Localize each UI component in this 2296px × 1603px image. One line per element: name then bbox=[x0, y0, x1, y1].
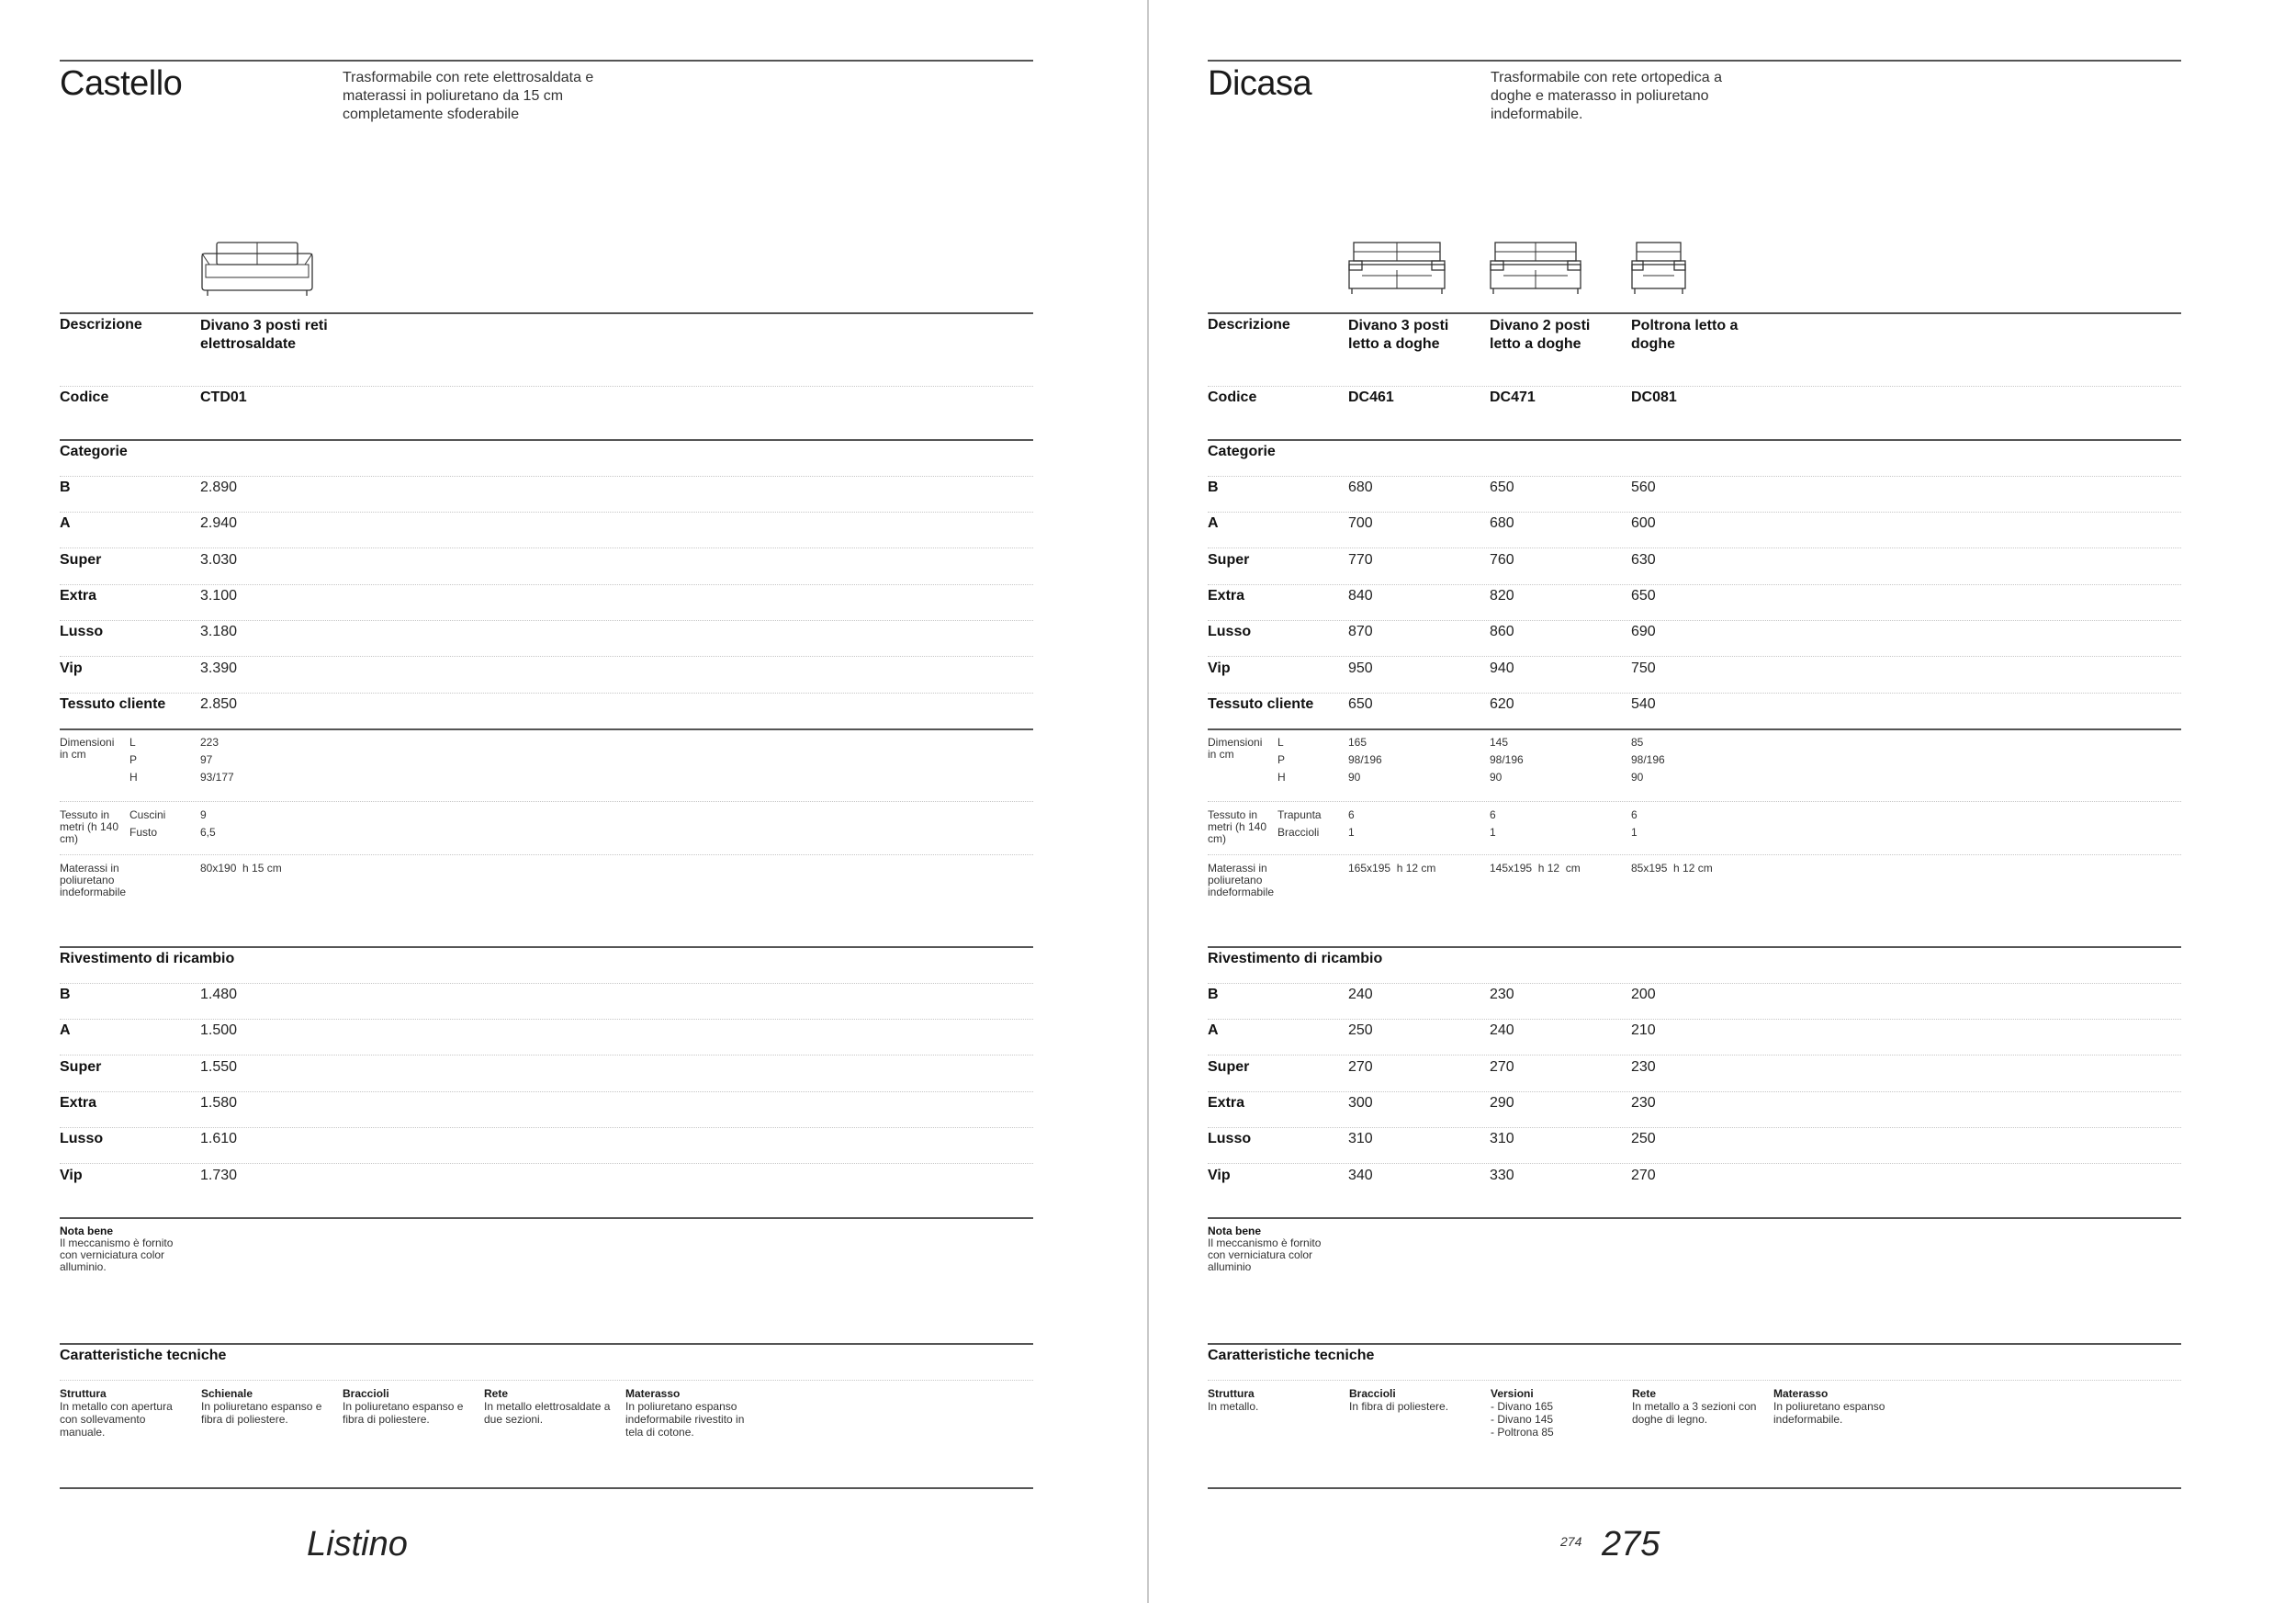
rivestimento-price: 270 bbox=[1348, 1058, 1373, 1075]
descrizione-rule bbox=[1208, 312, 2181, 314]
row-divider bbox=[60, 801, 1033, 802]
dimension-value: 98/196 bbox=[1631, 753, 1665, 766]
category-name: Super bbox=[60, 551, 102, 568]
category-price: 650 bbox=[1348, 695, 1373, 712]
tech-spec-text: In poliuretano espanso e fibra di poliestere. bbox=[201, 1400, 322, 1426]
sofa-3-seat-icon bbox=[1348, 241, 1446, 302]
row-divider bbox=[1208, 512, 2181, 513]
materassi-value: 165x195 h 12 cm bbox=[1348, 862, 1436, 875]
tech-spec bbox=[1491, 1387, 1628, 1439]
dimension-key: P bbox=[1277, 753, 1286, 766]
row-divider bbox=[60, 1163, 1033, 1164]
row-divider bbox=[1208, 386, 2181, 387]
tech-spec-text: In metallo a 3 sezioni con doghe di legno. bbox=[1632, 1400, 1757, 1426]
category-price: 540 bbox=[1631, 695, 1656, 712]
row-divider bbox=[1208, 1091, 2181, 1092]
tech-spec-title: Braccioli bbox=[1349, 1387, 1396, 1400]
category-price: 2.890 bbox=[200, 480, 238, 495]
sofa-3-seat-icon bbox=[200, 241, 314, 302]
rivestimento-price: 200 bbox=[1631, 987, 1656, 1002]
row-divider bbox=[1208, 854, 2181, 855]
categorie-rule bbox=[60, 439, 1033, 441]
armchair-icon bbox=[1631, 241, 1686, 302]
product-title: Castello bbox=[60, 64, 183, 103]
tech-spec-text: In fibra di poliestere. bbox=[1349, 1400, 1449, 1413]
category-price: 860 bbox=[1490, 624, 1514, 640]
row-divider bbox=[1208, 476, 2181, 477]
rivestimento-price: 250 bbox=[1631, 1131, 1656, 1147]
category-price: 560 bbox=[1631, 480, 1656, 495]
page-number-left: 274 bbox=[1560, 1534, 1582, 1549]
row-divider bbox=[60, 1380, 1033, 1381]
rivestimento-name: Vip bbox=[1208, 1167, 1231, 1183]
product-description: Trasformabile con rete ortopedica a doghe e materasso in poliuretano indeformabile. bbox=[1491, 70, 1722, 122]
descrizione-value: Divano 3 posti reti elettrosaldate bbox=[200, 318, 328, 352]
materassi-value: 85x195 h 12 cm bbox=[1631, 862, 1713, 875]
rivestimento-name: Vip bbox=[60, 1167, 83, 1183]
tech-spec-title: Braccioli bbox=[343, 1387, 389, 1400]
tech-spec-text: In poliuretano espanso indeformabile. bbox=[1773, 1400, 1885, 1426]
category-name: Extra bbox=[60, 587, 97, 604]
category-price: 600 bbox=[1631, 515, 1656, 532]
tech-spec-title: Struttura bbox=[1208, 1387, 1255, 1400]
rivestimento-price: 210 bbox=[1631, 1022, 1656, 1039]
category-name: Extra bbox=[1208, 587, 1245, 604]
rivestimento-price: 1.550 bbox=[200, 1058, 238, 1075]
row-divider bbox=[1208, 693, 2181, 694]
dimension-value: 145 bbox=[1490, 736, 1509, 749]
nota-title: Nota bene bbox=[60, 1225, 114, 1237]
rivestimento-price: 230 bbox=[1490, 987, 1514, 1002]
codice-value: DC471 bbox=[1490, 389, 1536, 405]
dimension-value: 93/177 bbox=[200, 771, 234, 784]
row-divider bbox=[60, 476, 1033, 477]
tessuto-key: Fusto bbox=[129, 826, 158, 839]
dimension-key: H bbox=[1277, 771, 1286, 784]
row-divider bbox=[1208, 584, 2181, 585]
category-name: Lusso bbox=[60, 624, 104, 640]
row-divider bbox=[60, 1019, 1033, 1020]
title-rule bbox=[1208, 60, 2181, 62]
tessuto-value: 1 bbox=[1348, 826, 1355, 839]
tessuto-key: Trapunta bbox=[1277, 808, 1322, 821]
materassi-label: Materassi in poliuretano indeformabile bbox=[1208, 862, 1275, 898]
rivestimento-price: 240 bbox=[1490, 1022, 1514, 1039]
category-name: Vip bbox=[1208, 660, 1231, 676]
row-divider bbox=[60, 1091, 1033, 1092]
rivestimento-price: 1.580 bbox=[200, 1094, 238, 1111]
tessuto-value: 6 bbox=[1348, 808, 1355, 821]
categorie-rule bbox=[1208, 439, 2181, 441]
tech-spec-title: Materasso bbox=[625, 1387, 681, 1400]
tessuto-value: 6 bbox=[1631, 808, 1638, 821]
tech-spec-text: - Divano 165 - Divano 145 - Poltrona 85 bbox=[1491, 1400, 1554, 1439]
rivestimento-rule bbox=[1208, 946, 2181, 948]
category-price: 2.940 bbox=[200, 515, 238, 532]
category-price: 870 bbox=[1348, 624, 1373, 640]
codice-value: DC461 bbox=[1348, 389, 1394, 405]
row-divider bbox=[1208, 1380, 2181, 1381]
rivestimento-name: Lusso bbox=[60, 1131, 104, 1147]
category-name: Tessuto cliente bbox=[60, 695, 166, 712]
category-name: Super bbox=[1208, 551, 1250, 568]
category-price: 630 bbox=[1631, 551, 1656, 568]
category-price: 650 bbox=[1631, 587, 1656, 604]
category-name: B bbox=[60, 480, 71, 495]
dimensioni-label: Dimensioni in cm bbox=[1208, 736, 1263, 761]
bottom-rule bbox=[1208, 1487, 2181, 1489]
rivestimento-price: 300 bbox=[1348, 1094, 1373, 1111]
codice-value: CTD01 bbox=[200, 389, 247, 405]
caratteristiche-label: Caratteristiche tecniche bbox=[60, 1348, 227, 1363]
tech-spec-title: Materasso bbox=[1773, 1387, 1829, 1400]
rivestimento-price: 1.500 bbox=[200, 1022, 238, 1039]
dimension-value: 98/196 bbox=[1490, 753, 1524, 766]
product-title: Dicasa bbox=[1208, 64, 1312, 103]
category-name: Tessuto cliente bbox=[1208, 695, 1314, 712]
nota-rule bbox=[60, 1217, 1033, 1219]
codice-label: Codice bbox=[1208, 389, 1257, 405]
dimension-value: 85 bbox=[1631, 736, 1644, 749]
nota-rule bbox=[1208, 1217, 2181, 1219]
category-price: 770 bbox=[1348, 551, 1373, 568]
tech-spec-title: Struttura bbox=[60, 1387, 107, 1400]
dimension-key: H bbox=[129, 771, 138, 784]
descrizione-value: Divano 2 posti letto a doghe bbox=[1490, 318, 1591, 352]
rivestimento-rule bbox=[60, 946, 1033, 948]
rivestimento-name: Extra bbox=[60, 1094, 97, 1111]
row-divider bbox=[1208, 1019, 2181, 1020]
tech-spec bbox=[343, 1387, 480, 1426]
caratteristiche-rule bbox=[1208, 1343, 2181, 1345]
row-divider bbox=[1208, 801, 2181, 802]
tech-spec-text: In poliuretano espanso indeformabile rivestito in tela di cotone. bbox=[625, 1400, 745, 1439]
title-rule bbox=[60, 60, 1033, 62]
category-price: 750 bbox=[1631, 660, 1656, 676]
category-name: Vip bbox=[60, 660, 83, 676]
rivestimento-price: 270 bbox=[1490, 1058, 1514, 1075]
tessuto-key: Cuscini bbox=[129, 808, 166, 821]
row-divider bbox=[60, 693, 1033, 694]
row-divider bbox=[1208, 1127, 2181, 1128]
rivestimento-price: 250 bbox=[1348, 1022, 1373, 1039]
dimension-value: 98/196 bbox=[1348, 753, 1382, 766]
categorie-label: Categorie bbox=[60, 444, 128, 459]
dimension-value: 90 bbox=[1631, 771, 1644, 784]
materassi-value: 145x195 h 12 cm bbox=[1490, 862, 1581, 875]
category-price: 760 bbox=[1490, 551, 1514, 568]
dimensioni-rule bbox=[60, 728, 1033, 730]
descrizione-label: Descrizione bbox=[60, 317, 142, 333]
row-divider bbox=[60, 983, 1033, 984]
nota-text: Il meccanismo è fornito con verniciatura color alluminio. bbox=[60, 1236, 174, 1273]
tessuto-value: 1 bbox=[1490, 826, 1496, 839]
category-name: A bbox=[60, 515, 71, 532]
tessuto-value: 1 bbox=[1631, 826, 1638, 839]
row-divider bbox=[1208, 620, 2181, 621]
nota-title: Nota bene bbox=[1208, 1225, 1262, 1237]
tech-spec bbox=[484, 1387, 622, 1426]
rivestimento-name: A bbox=[60, 1022, 71, 1039]
row-divider bbox=[60, 1127, 1033, 1128]
caratteristiche-rule bbox=[60, 1343, 1033, 1345]
dimension-value: 223 bbox=[200, 736, 219, 749]
category-price: 840 bbox=[1348, 587, 1373, 604]
tech-spec-title: Rete bbox=[1632, 1387, 1657, 1400]
categorie-label: Categorie bbox=[1208, 444, 1276, 459]
materassi-value: 80x190 h 15 cm bbox=[200, 862, 282, 875]
codice-label: Codice bbox=[60, 389, 109, 405]
row-divider bbox=[60, 656, 1033, 657]
nota-text: Il meccanismo è fornito con verniciatura color alluminio bbox=[1208, 1236, 1322, 1273]
row-divider bbox=[1208, 1163, 2181, 1164]
descrizione-value: Divano 3 posti letto a doghe bbox=[1348, 318, 1449, 352]
tech-spec bbox=[201, 1387, 339, 1426]
tech-spec-title: Rete bbox=[484, 1387, 509, 1400]
page-spine bbox=[1147, 0, 1149, 1603]
category-price: 680 bbox=[1348, 480, 1373, 495]
tech-spec bbox=[1773, 1387, 1911, 1426]
sofa-2-seat-icon bbox=[1490, 241, 1581, 302]
row-divider bbox=[60, 584, 1033, 585]
codice-value: DC081 bbox=[1631, 389, 1677, 405]
tech-spec bbox=[625, 1387, 763, 1439]
rivestimento-name: Extra bbox=[1208, 1094, 1245, 1111]
rivestimento-label: Rivestimento di ricambio bbox=[1208, 951, 1383, 966]
category-name: Lusso bbox=[1208, 624, 1252, 640]
tech-spec-text: In poliuretano espanso e fibra di poliestere. bbox=[343, 1400, 464, 1426]
page-number-right: 275 bbox=[1602, 1525, 1660, 1563]
rivestimento-name: Lusso bbox=[1208, 1131, 1252, 1147]
rivestimento-name: A bbox=[1208, 1022, 1219, 1039]
dimension-value: 165 bbox=[1348, 736, 1367, 749]
category-price: 690 bbox=[1631, 624, 1656, 640]
rivestimento-price: 230 bbox=[1631, 1058, 1656, 1075]
category-price: 700 bbox=[1348, 515, 1373, 532]
descrizione-label: Descrizione bbox=[1208, 317, 1290, 333]
rivestimento-price: 1.610 bbox=[200, 1131, 238, 1147]
tech-spec bbox=[1632, 1387, 1770, 1426]
rivestimento-price: 1.480 bbox=[200, 987, 238, 1002]
dimension-key: L bbox=[129, 736, 136, 749]
tech-spec-text: In metallo. bbox=[1208, 1400, 1259, 1413]
row-divider bbox=[60, 386, 1033, 387]
bottom-rule bbox=[60, 1487, 1033, 1489]
row-divider bbox=[60, 854, 1033, 855]
category-price: 940 bbox=[1490, 660, 1514, 676]
rivestimento-name: B bbox=[1208, 987, 1219, 1002]
rivestimento-price: 310 bbox=[1348, 1131, 1373, 1147]
tech-spec-text: In metallo elettrosaldate a due sezioni. bbox=[484, 1400, 611, 1426]
tech-spec-title: Versioni bbox=[1491, 1387, 1534, 1400]
category-price: 820 bbox=[1490, 587, 1514, 604]
category-price: 650 bbox=[1490, 480, 1514, 495]
rivestimento-price: 1.730 bbox=[200, 1167, 238, 1183]
category-price: 3.390 bbox=[200, 660, 238, 676]
tessuto-value: 6,5 bbox=[200, 826, 216, 839]
category-price: 2.850 bbox=[200, 695, 238, 712]
tech-spec-text: In metallo con apertura con sollevamento manuale. bbox=[60, 1400, 173, 1439]
tessuto-label: Tessuto in metri (h 140 cm) bbox=[60, 808, 119, 845]
rivestimento-label: Rivestimento di ricambio bbox=[60, 951, 235, 966]
category-price: 3.180 bbox=[200, 624, 238, 640]
dimension-value: 90 bbox=[1348, 771, 1361, 784]
rivestimento-price: 270 bbox=[1631, 1167, 1656, 1183]
dimension-value: 97 bbox=[200, 753, 213, 766]
rivestimento-price: 240 bbox=[1348, 987, 1373, 1002]
rivestimento-price: 310 bbox=[1490, 1131, 1514, 1147]
row-divider bbox=[1208, 983, 2181, 984]
right-page bbox=[1148, 0, 2296, 1603]
rivestimento-price: 230 bbox=[1631, 1094, 1656, 1111]
tech-spec bbox=[1208, 1387, 1345, 1413]
rivestimento-price: 330 bbox=[1490, 1167, 1514, 1183]
category-price: 3.100 bbox=[200, 587, 238, 604]
rivestimento-name: Super bbox=[1208, 1058, 1250, 1075]
materassi-label: Materassi in poliuretano indeformabile bbox=[60, 862, 127, 898]
row-divider bbox=[60, 620, 1033, 621]
tech-spec bbox=[1349, 1387, 1487, 1413]
product-description: Trasformabile con rete elettrosaldata e materassi in poliuretano da 15 cm completamente sfoderabile bbox=[343, 70, 594, 122]
rivestimento-name: Super bbox=[60, 1058, 102, 1075]
caratteristiche-label: Caratteristiche tecniche bbox=[1208, 1348, 1375, 1363]
footer-listino: Listino bbox=[307, 1525, 408, 1563]
category-price: 3.030 bbox=[200, 551, 238, 568]
tech-spec bbox=[60, 1387, 197, 1439]
category-name: A bbox=[1208, 515, 1219, 532]
descrizione-rule bbox=[60, 312, 1033, 314]
dimension-value: 90 bbox=[1490, 771, 1503, 784]
category-price: 680 bbox=[1490, 515, 1514, 532]
tessuto-value: 9 bbox=[200, 808, 207, 821]
tessuto-label: Tessuto in metri (h 140 cm) bbox=[1208, 808, 1267, 845]
tessuto-value: 6 bbox=[1490, 808, 1496, 821]
tech-spec-title: Schienale bbox=[201, 1387, 253, 1400]
rivestimento-price: 290 bbox=[1490, 1094, 1514, 1111]
row-divider bbox=[1208, 656, 2181, 657]
dimensioni-label: Dimensioni in cm bbox=[60, 736, 115, 761]
rivestimento-name: B bbox=[60, 987, 71, 1002]
dimension-key: L bbox=[1277, 736, 1284, 749]
dimension-key: P bbox=[129, 753, 138, 766]
row-divider bbox=[60, 512, 1033, 513]
category-name: B bbox=[1208, 480, 1219, 495]
rivestimento-price: 340 bbox=[1348, 1167, 1373, 1183]
dimensioni-rule bbox=[1208, 728, 2181, 730]
tessuto-key: Braccioli bbox=[1277, 826, 1320, 839]
category-price: 950 bbox=[1348, 660, 1373, 676]
category-price: 620 bbox=[1490, 695, 1514, 712]
descrizione-value: Poltrona letto a doghe bbox=[1631, 318, 1739, 352]
